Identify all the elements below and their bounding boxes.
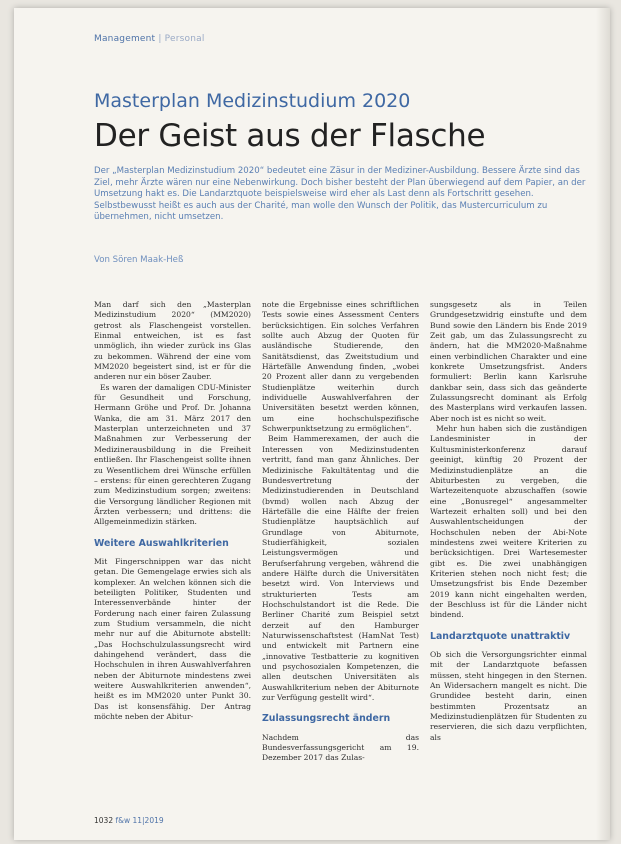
paragraph: Beim Hammerexamen, der auch die Interessen von Medizinstudenten vertritt, fand man ganz Ähnliches. Der Medizinische Fakultätentag und die Bundesvertretung der Medizinstudierenden in Deutschland (bvmd) wollen nach Abzug der Härtefälle die eine Hälfte der freien Studienplätze hauptsächlich auf Grundlage von Abiturnote, Studierfähigkeit, sozialen Leistungsvermögen und Berufserfahrung vergeben, während die andere Hälfte durch die Universitäten besetzt wird. Von Interviews und strukturierten Tests am Hochschulstandort ist die Rede. Die Berliner Charité zum Beispiel setzt derzeit auf den Hamburger Naturwissenschaftstest (HamNat Test) und entwickelt mit Partnern eine „innovative Testbatterie zu kognitiven und psychosozialen Kompetenzen, die allen deutschen Universitäten als Auswahlkriterium neben der Abiturnote zur Verfügung gestellt wird“. [262, 434, 419, 703]
section-label [94, 34, 205, 44]
paragraph: Ob sich die Versorgungsrichter einmal mit der Landarztquote befassen müssen, steht hingegen in den Sternen. An Widersachern mangelt es nicht. Die Grundidee besteht darin, einen bestimmten Prozentsatz an Medizinstudienplätzen für Studenten zu reservieren, die sich dazu verpflichten, als [430, 650, 587, 742]
paragraph: Es waren der damaligen CDU-Minister für Gesundheit und Forschung, Hermann Gröhe und Prof. Dr. Johanna Wanka, die am 31. März 2017 den Masterplan unterzeichneten und 37 Maßnahmen zur Verbesserung der Medizinerausbildung in die Freiheit entließen. Ihr Flaschengeist sollte ihnen zu Wesentlichem drei Wünsche erfüllen – erstens: für einen gerechteren Zugang zum Medizinstudium sorgen; zweitens: die Versorgung ländlicher Regionen mit Ärzten verbessern; und drittens: die Allgemeinmedizin stärken. [94, 382, 251, 527]
page-number: 1032 [94, 816, 114, 825]
body-column-1 [94, 300, 251, 812]
paragraph: Mehr hun haben sich die zuständigen Landesminister in der Kultusministerkonferenz darauf geeinigt, künftig 20 Prozent der Medizinstudienplätze an die Abiturbesten zu vergeben, die Wartezeitenquote abzuschaffen (sowie eine „Bonusregel“ angesammelter Wartezeit erhalten soll) und bei den Auswahlentscheidungen der Hochschulen neben der Abi-Note mindestens zwei weitere Kriterien zu berücksichtigen. Drei Wartesemester gibt es. Die zwei unabhängigen Kriterien stehen noch nicht fest; die Umsetzungsfrist bis Ende Dezember 2019 kann nicht eingehalten werden, der Beschluss ist für die Länder nicht bindend. [430, 424, 587, 620]
paragraph: Mit Fingerschnippen war das nicht getan. Die Gemengelage erwies sich als komplexer. An welchen können sich die beteiligten Politiker, Studenten und Interessenverbände hinter der Forderung nach einer fairen Zulassung zum Studium versammeln, die nicht mehr nur auf die Abiturnote abstellt: „Das Hochschulzulassungsrecht wird dahingehend verändert, dass die Hochschulen in ihren Auswahlverfahren neben der Abiturnote mindestens zwei weitere Auswahlkriterien anwenden“, heißt es im MM2020 unter Punkt 30. Das ist konsensfähig. Der Antrag möchte neben der Abitur- [94, 556, 251, 722]
body-column-3 [430, 300, 587, 812]
article-byline: Von Sören Maak-Heß [94, 255, 184, 265]
subheading: Weitere Auswahlkriterien [94, 537, 229, 549]
paragraph: Man darf sich den „Masterplan Medizinstudium 2020“ (MM2020) getrost als Flaschengeist vorstellen. Einmal entweichen, ist es fast unmöglich, ihn wieder zurück ins Glas zu bekommen. Während der eine vom MM2020 begeistert sind, ist er für die anderen nur ein böser Zauber. [94, 300, 251, 382]
page-edge-shadow [596, 8, 610, 840]
article-kicker: Masterplan Medizinstudium 2020 [94, 90, 411, 112]
paragraph: note die Ergebnisse eines schriftlichen Tests sowie eines Assessment Centers berücksichtigen. Ein solches Verfahren sollte auch Abzug der Quoten für ausländische Studierende, den Sanitätsdienst, das Zweitstudium und Härtefälle Anwendung finden, „wobei 20 Prozent aller dann zu vergebenden Studienplätze weiterhin durch individuelle Auswahlverfahren der Universitäten besetzt werden können, um eine hochschulspezifische Schwerpunktsetzung zu ermöglichen“. [262, 300, 419, 434]
section-name: Management [94, 34, 156, 44]
article-title: Der Geist aus der Flasche [94, 118, 486, 154]
subheading: Zulassungsrecht ändern [262, 713, 391, 725]
page-footer [94, 816, 164, 825]
subsection-name: Personal [164, 34, 205, 44]
magazine-page [14, 8, 610, 840]
section-separator: | [158, 34, 162, 44]
article-body [94, 300, 588, 812]
paragraph: Nachdem das Bundesverfassungsgericht am 19. Dezember 2017 das Zulas- [262, 732, 419, 763]
paragraph: sungsgesetz als in Teilen Grundgesetzwidrig einstufte und dem Bund sowie den Ländern bis Ende 2019 Zeit gab, um das Zulassungsrecht zu ändern, hat die MM2020-Maßnahme einen verbindlichen Charakter und eine konkrete Umsetzungsfrist. Anders formuliert: Berlin kann Karlsruhe dankbar sein, dass sich das geänderte Zulassungsrecht dominant als Erfolg des Masterplans wird verkaufen lassen. Aber noch ist es nicht so weit. [430, 300, 587, 423]
body-column-2 [262, 300, 419, 812]
article-lead: Der „Masterplan Medizinstudium 2020“ bedeutet eine Zäsur in der Mediziner-Ausbildung. Bessere Ärzte sind das Ziel, mehr Ärzte wären nur eine Nebenwirkung. Doch bisher besteht der Plan überwiegend auf dem Papier, an der Umsetzung hakt es. Die Landarztquote beispielsweise wird eher als Last denn als Fortschritt gesehen. Selbstbewusst heißt es auch aus der Charité, man wolle den Wunsch der Politik, das Mustercurriculum zu übernehmen, nicht umsetzen. [94, 166, 586, 223]
subheading: Landarztquote unattraktiv [430, 630, 571, 642]
magazine-issue: f&w 11|2019 [115, 816, 164, 825]
